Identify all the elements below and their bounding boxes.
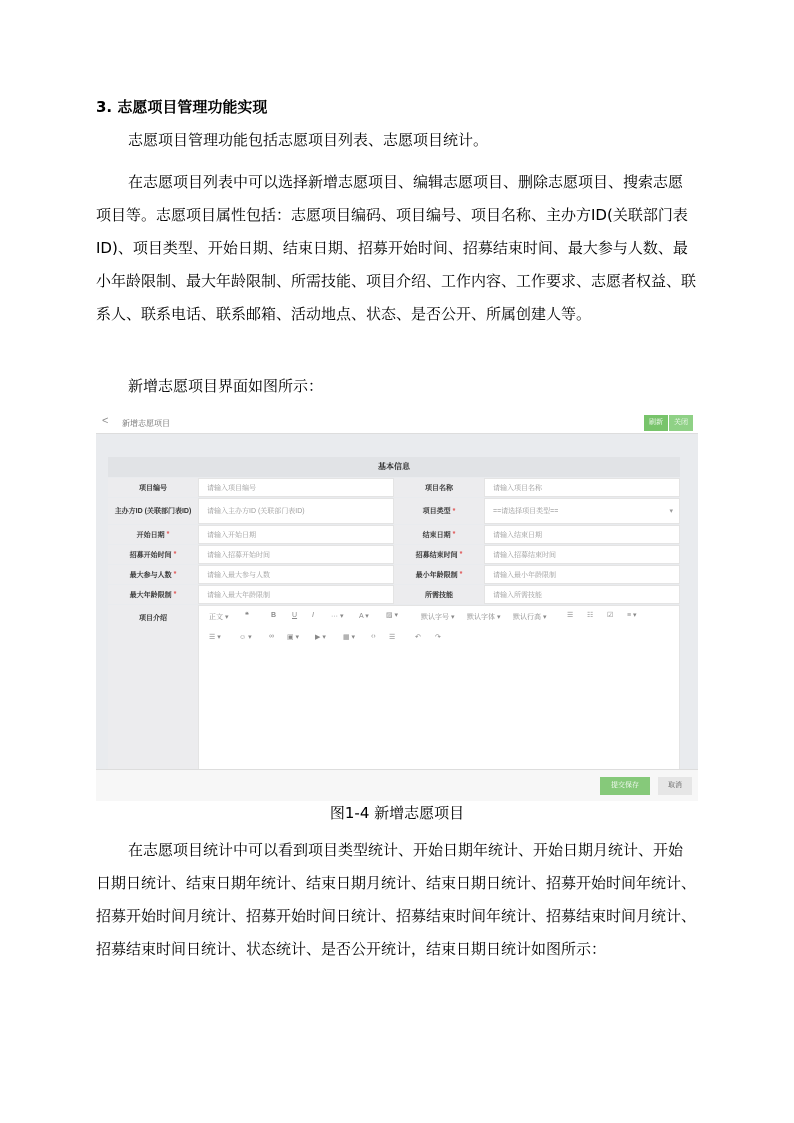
font-color-icon[interactable]: A ▾ (359, 613, 369, 620)
min-age-input[interactable]: 请输入最小年龄限制 (484, 565, 680, 584)
tab-title: 新增志愿项目 (122, 419, 170, 428)
emoji-icon[interactable]: ☺ ▾ (239, 634, 252, 641)
italic-icon[interactable]: I (312, 612, 314, 619)
indent-icon[interactable]: ☰ ▾ (209, 634, 221, 641)
field-label: 项目编号 (108, 478, 198, 497)
field-label: 开始日期 * (108, 525, 198, 544)
recruit-end-input[interactable]: 请输入招募结束时间 (484, 545, 680, 564)
screenshot-footer (96, 769, 698, 801)
section-heading: 3. 志愿项目管理功能实现 (96, 98, 268, 116)
form-row (108, 525, 680, 544)
cancel-button[interactable]: 取消 (658, 777, 692, 795)
statistics-paragraph: 在志愿项目统计中可以看到项目类型统计、开始日期年统计、开始日期月统计、开始日期日统计、结束日期年统计、结束日期月统计、结束日期日统计、招募开始时间年统计、招募开始时间月统计、招募开始时间日统计、招募结束时间年统计、招募结束时间月统计、招募结束时间日统计、状态统计、是否公开统计，结束日期日统计如图所示： (96, 841, 697, 958)
field-label: 最大参与人数 * (108, 565, 198, 584)
quote-icon[interactable]: ❝ (245, 612, 249, 619)
rich-text-editor[interactable] (198, 605, 680, 773)
todo-icon[interactable]: ☑ (607, 612, 614, 619)
project-form (108, 457, 680, 773)
bullet-list-icon[interactable]: ☰ (567, 612, 574, 619)
organizer-id-input[interactable]: 请输入主办方ID (关联部门表ID) (198, 498, 394, 524)
max-participants-input[interactable]: 请输入最大参与人数 (198, 565, 394, 584)
figure-intro-paragraph: 新增志愿项目界面如图所示： (128, 377, 324, 395)
more-icon[interactable]: ··· ▾ (331, 613, 344, 620)
font-family-dropdown[interactable]: 默认字体 ▾ (467, 614, 501, 621)
field-label: 结束日期 * (394, 525, 484, 544)
field-label: 项目类型 * (394, 498, 484, 524)
table-icon[interactable]: ▦ ▾ (343, 634, 356, 641)
skills-input[interactable]: 请输入所需技能 (484, 585, 680, 604)
numbered-list-icon[interactable]: ☷ (587, 612, 594, 619)
field-label: 项目介绍 (108, 605, 198, 773)
form-row (108, 498, 680, 524)
field-label: 最大年龄限制 * (108, 585, 198, 604)
link-icon[interactable]: ∞ (269, 633, 274, 640)
field-label: 招募开始时间 * (108, 545, 198, 564)
undo-icon[interactable]: ↶ (415, 634, 421, 641)
intro-paragraph: 志愿项目管理功能包括志愿项目列表、志愿项目统计。 (128, 131, 489, 149)
code-icon[interactable]: ‹› (371, 633, 376, 640)
align-icon[interactable]: ≡ ▾ (627, 612, 637, 619)
project-name-input[interactable]: 请输入项目名称 (484, 478, 680, 497)
add-project-screenshot (96, 413, 698, 801)
screenshot-top-bar (96, 413, 698, 434)
underline-icon[interactable]: U (292, 612, 298, 619)
field-label: 最小年龄限制 * (394, 565, 484, 584)
figure-caption: 图1-4 新增志愿项目 (329, 804, 465, 822)
font-size-dropdown[interactable]: 默认字号 ▾ (421, 614, 455, 621)
field-label: 所需技能 (394, 585, 484, 604)
start-date-input[interactable]: 请输入开始日期 (198, 525, 394, 544)
divider-icon[interactable]: ☰ (389, 634, 396, 641)
close-button[interactable]: 关闭 (669, 415, 693, 431)
bold-icon[interactable]: B (271, 612, 277, 619)
line-height-dropdown[interactable]: 默认行高 ▾ (513, 614, 547, 621)
refresh-button[interactable]: 刷新 (644, 415, 668, 431)
video-icon[interactable]: ▶ ▾ (315, 634, 326, 641)
project-number-input[interactable]: 请输入项目编号 (198, 478, 394, 497)
max-age-input[interactable]: 请输入最大年龄限制 (198, 585, 394, 604)
end-date-input[interactable]: 请输入结束日期 (484, 525, 680, 544)
form-row (108, 565, 680, 584)
form-row (108, 478, 680, 497)
redo-icon[interactable]: ↷ (435, 634, 441, 641)
field-label: 项目名称 (394, 478, 484, 497)
chevron-down-icon: ▾ (669, 508, 673, 515)
background-color-icon[interactable]: ▨ ▾ (386, 612, 399, 619)
submit-save-button[interactable]: 提交保存 (600, 777, 650, 795)
form-section-header: 基本信息 (108, 457, 680, 477)
field-label: 主办方ID (关联部门表ID) (108, 498, 198, 524)
form-row (108, 545, 680, 564)
back-icon[interactable]: < (102, 415, 109, 427)
recruit-start-input[interactable]: 请输入招募开始时间 (198, 545, 394, 564)
paragraph-style-dropdown[interactable]: 正文 ▾ (209, 614, 229, 621)
editor-row (108, 605, 680, 773)
image-icon[interactable]: ▣ ▾ (287, 634, 300, 641)
field-label: 招募结束时间 * (394, 545, 484, 564)
form-row (108, 585, 680, 604)
attributes-paragraph: 在志愿项目列表中可以选择新增志愿项目、编辑志愿项目、删除志愿项目、搜索志愿项目等。志愿项目属性包括：志愿项目编码、项目编号、项目名称、主办方ID(关联部门表ID)、项目类型、开始日期、结束日期、招募开始时间、招募结束时间、最大参与人数、最小年龄限制、最大年龄限制、所需技能、项目介绍、工作内容、工作要求、志愿者权益、联系人、联系电话、联系邮箱、活动地点、状态、是否公开、所属创建人等。 (96, 173, 697, 323)
project-type-select[interactable]: ==请选择项目类型== ▾ (484, 498, 680, 524)
